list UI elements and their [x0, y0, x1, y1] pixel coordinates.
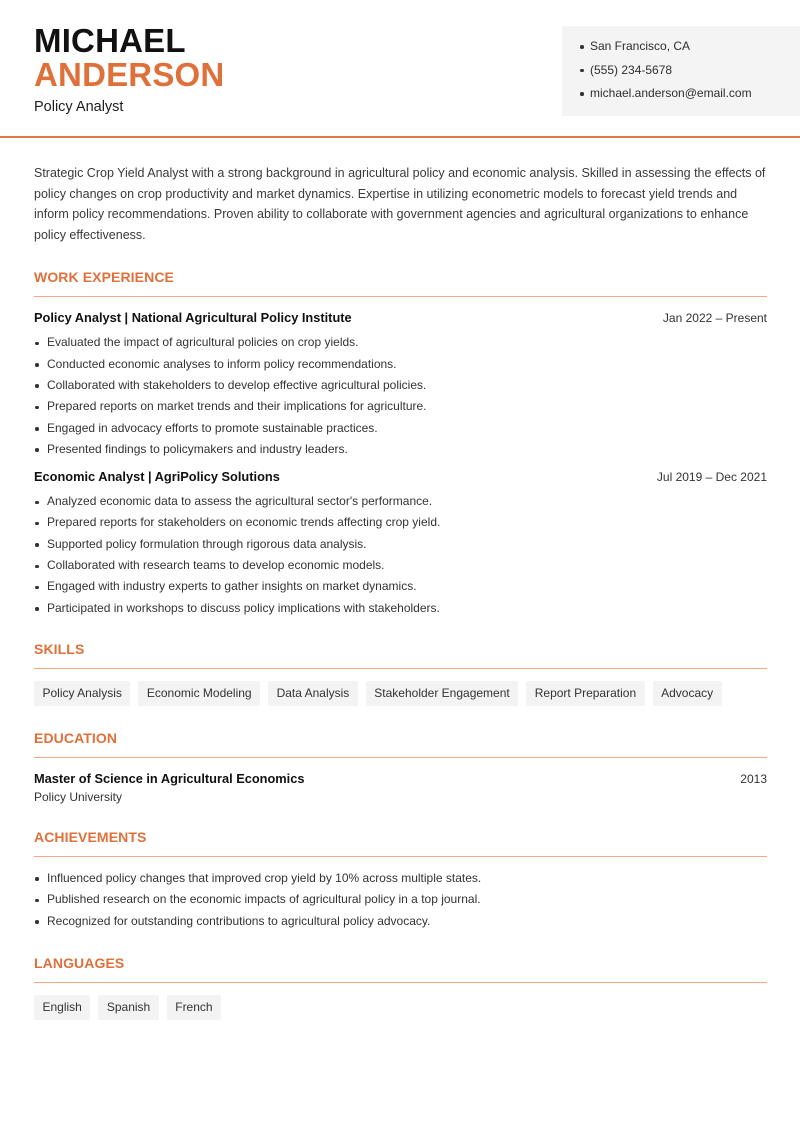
bullet-item: Engaged in advocacy efforts to promote sustainable practices.: [34, 418, 767, 439]
contact-phone[interactable]: (555) 234-5678: [580, 62, 800, 86]
bullet-item: Engaged with industry experts to gather insights on market dynamics.: [34, 576, 767, 597]
contact-list: [580, 38, 800, 109]
job-entry: [34, 469, 767, 619]
job-dates: Jul 2019 – Dec 2021: [656, 470, 767, 485]
section-languages: [34, 954, 767, 1020]
skill-tag: Economic Modeling: [138, 681, 260, 706]
bullet-item: Influenced policy changes that improved crop yield by 10% across multiple states.: [34, 868, 767, 889]
section-education: [34, 729, 767, 804]
job-role: Economic Analyst | AgriPolicy Solutions: [34, 469, 280, 485]
bullet-item: Analyzed economic data to assess the agricultural sector's performance.: [34, 491, 767, 512]
resume-body: [34, 163, 767, 1020]
contact-location: San Francisco, CA: [580, 38, 800, 62]
section-title: ACHIEVEMENTS: [34, 828, 767, 857]
bullet-item: Published research on the economic impacts of agricultural policy in a top journal.: [34, 889, 767, 910]
education-degree: Master of Science in Agricultural Economics: [34, 770, 305, 786]
language-tags: [34, 995, 767, 1020]
bullet-item: Collaborated with research teams to develop economic models.: [34, 555, 767, 576]
bullet-item: Recognized for outstanding contributions to agricultural policy advocacy.: [34, 911, 767, 932]
section-skills: [34, 640, 767, 706]
skill-tag: Report Preparation: [526, 681, 644, 706]
section-work-experience: [34, 268, 767, 619]
language-tag: French: [167, 995, 221, 1020]
achievement-bullets: [34, 868, 767, 932]
section-title: LANGUAGES: [34, 954, 767, 983]
language-tag: Spanish: [98, 995, 158, 1020]
summary-paragraph: Strategic Crop Yield Analyst with a strong background in agricultural policy and economic analysis. Skilled in assessing the effects of policy changes on crop productivity and market dynamics. Expertise in utilizing econometric models to forecast yield trends and inform policy recommendations. Proven ability to collaborate with government agencies and agricultural organizations to enhance policy effectiveness.: [34, 166, 766, 242]
section-title: WORK EXPERIENCE: [34, 268, 767, 297]
contact-panel: [562, 26, 800, 116]
job-entry: [34, 310, 767, 460]
bullet-item: Collaborated with stakeholders to develop effective agricultural policies.: [34, 375, 767, 396]
language-tag: English: [34, 995, 90, 1020]
bullet-item: Evaluated the impact of agricultural policies on crop yields.: [34, 332, 767, 353]
resume-header: [0, 0, 800, 138]
section-title: EDUCATION: [34, 729, 767, 758]
bullet-item: Conducted economic analyses to inform policy recommendations.: [34, 354, 767, 375]
first-name: MICHAEL: [34, 22, 186, 59]
bullet-item: Participated in workshops to discuss policy implications with stakeholders.: [34, 598, 767, 619]
education-school: Policy University: [34, 789, 123, 804]
skill-tag: Policy Analysis: [34, 681, 130, 706]
section-achievements: [34, 828, 767, 932]
job-bullets: [34, 332, 767, 460]
job-dates: Jan 2022 – Present: [662, 311, 767, 326]
education-year: 2013: [740, 771, 767, 786]
bullet-item: Presented findings to policymakers and industry leaders.: [34, 439, 767, 460]
bullet-item: Prepared reports for stakeholders on economic trends affecting crop yield.: [34, 512, 767, 533]
skill-tag: Stakeholder Engagement: [366, 681, 518, 706]
job-bullets: [34, 491, 767, 619]
skills-tags: [34, 681, 767, 706]
job-title: Policy Analyst: [34, 99, 124, 115]
last-name: ANDERSON: [34, 56, 225, 93]
bullet-item: Supported policy formulation through rigorous data analysis.: [34, 534, 767, 555]
skill-tag: Data Analysis: [268, 681, 358, 706]
section-title: SKILLS: [34, 640, 767, 669]
job-role: Policy Analyst | National Agricultural Policy Institute: [34, 310, 352, 326]
skill-tag: Advocacy: [653, 681, 722, 706]
contact-email[interactable]: michael.anderson@email.com: [580, 85, 800, 109]
bullet-item: Prepared reports on market trends and their implications for agriculture.: [34, 396, 767, 417]
